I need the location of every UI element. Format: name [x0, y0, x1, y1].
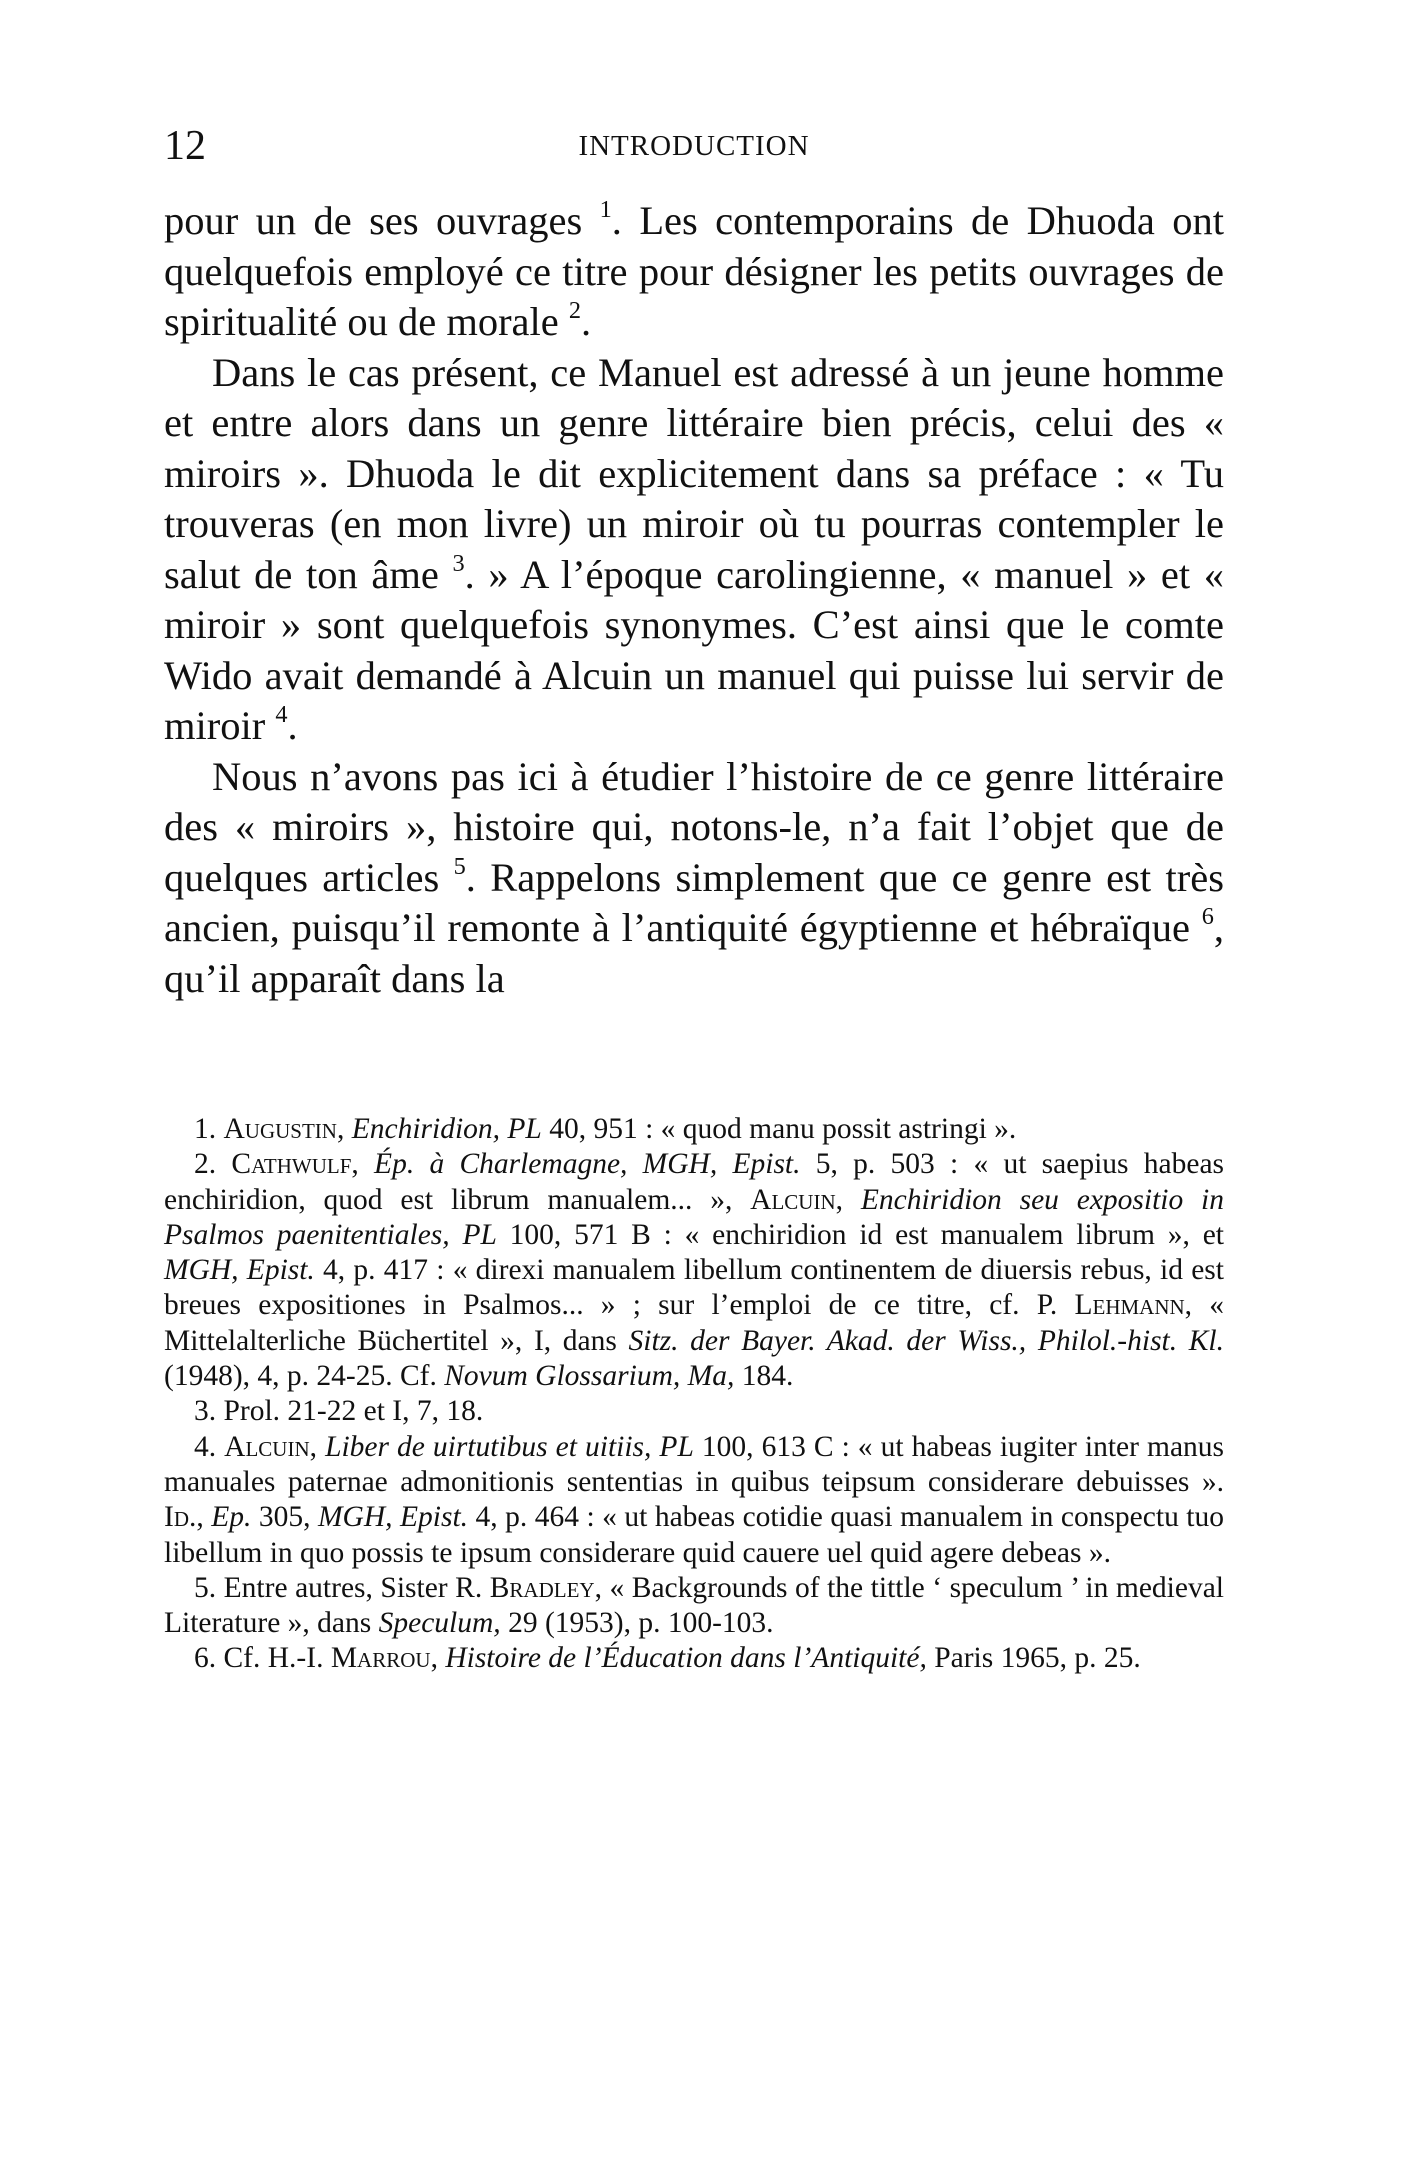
page-header	[164, 122, 1224, 182]
paragraph-2: Dans le cas présent, ce Manuel est adressé à un jeune homme et entre alors dans un genre littéraire bien précis, celui des « miroirs ». Dhuoda le dit explicitement dans sa préface : « Tu trouveras (en mon livre) un miroir où tu pourras contempler le salut de ton âme $^3$. » A l’époque carolingienne, « manuel » et « miroir » sont quelquefois synonymes. C’est ainsi que le comte Wido avait demandé à Alcuin un manuel qui puisse lui servir de miroir $^4$.	[164, 349, 1224, 748]
paragraph-1: pour un de ses ouvrages $^1$. Les contemporains de Dhuoda ont quelquefois employé ce titre pour désigner les petits ouvrages de spiritualité ou de morale $^2$.	[164, 196, 1225, 344]
footnote-ref-6[interactable]: 6	[1201, 903, 1214, 931]
footnote-3: 3. Prol. 21-22 et I, 7, 18.	[194, 1395, 484, 1428]
paragraph-3: Nous n’avons pas ici à étudier l’histoire de ce genre littéraire des « miroirs », histoire qui, notons-le, n’a fait l’objet que de quelques articles $^5$. Rappelons simplement que ce genre est très ancien, puisqu’il remonte à l’antiquité égyptienne et hébraïque $^6$, qu’il apparaît dans la	[164, 753, 1224, 1001]
footnote-4: 4. Alcuin, Liber de uirtutibus et uitiis, PL 100, 613 C : « ut habeas iugiter inter manus manuales paternae admonitionis sententias in quibus teipsum considerare debuisses ». Id., Ep. 305, MGH, Epist. 4, p. 464 : « ut habeas cotidie quasi manualem in conspectu tuo libellum in quo possis te ipsum considerare quid cauere uel quid agere debeas ».	[164, 1430, 1225, 1569]
page-number: 12	[164, 123, 206, 169]
running-title: INTRODUCTION	[578, 130, 810, 162]
footnote-6: 6. Cf. H.-I. Marrou, Histoire de l’Éducation dans l’Antiquité, Paris 1965, p. 25.	[194, 1642, 1141, 1675]
footnote-ref-1[interactable]: 1	[599, 196, 612, 224]
footnotes	[164, 1112, 1224, 1677]
footnote-ref-3[interactable]: 3	[452, 549, 465, 577]
footnote-ref-4[interactable]: 4	[275, 701, 288, 729]
footnote-5: 5. Entre autres, Sister R. Bradley, « Backgrounds of the tittle ‘ speculum ’ in medieval Literature », dans Speculum, 29 (1953), p. 100-103.	[164, 1571, 1224, 1640]
footnote-2: 2. Cathwulf, Ép. à Charlemagne, MGH, Epist. 5, p. 503 : « ut saepius habeas enchiridion, quod est librum manualem... », Alcuin, Enchiridion seu expositio in Psalmos paenitentiales, PL 100, 571 B : « enchiridion id est manualem librum », et MGH, Epist. 4, p. 417 : « direxi manualem libellum continentem de diuersis rebus, id est breues expositiones in Psalmos... » ; sur l’emploi de ce titre, cf. P. Lehmann, « Mittelalterliche Büchertitel », I, dans Sitz. der Bayer. Akad. der Wiss., Philol.-hist. Kl. (1948), 4, p. 24-25. Cf. Novum Glossarium, Ma, 184.	[164, 1148, 1225, 1393]
footnote-ref-2[interactable]: 2	[568, 297, 582, 325]
footnote-1: 1. Augustin, Enchiridion, PL 40, 951 : « quod manu possit astringi ».	[194, 1113, 1017, 1145]
footnote-ref-5[interactable]: 5	[453, 852, 466, 880]
main-text	[164, 196, 1224, 1004]
